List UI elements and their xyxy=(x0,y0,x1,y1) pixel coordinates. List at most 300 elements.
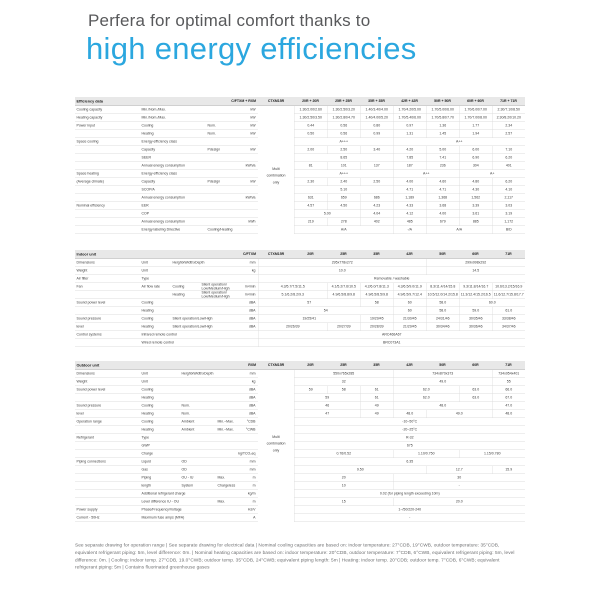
value-cell xyxy=(258,218,294,226)
row-label-c1 xyxy=(75,162,140,170)
value-cell: 278 xyxy=(327,218,360,226)
row-label-c1 xyxy=(75,490,140,498)
table-title: Efficiency data xyxy=(76,99,103,104)
table-row xyxy=(75,466,525,474)
value-cell: 2,117 xyxy=(492,194,525,202)
row-label-c1: Operation range xyxy=(75,418,140,426)
tables-region xyxy=(75,97,525,572)
row-label-c3 xyxy=(171,331,200,339)
value-cell: 58 xyxy=(327,386,360,394)
column-header: 20R xyxy=(307,363,314,368)
table-row xyxy=(75,498,525,506)
value-cell xyxy=(258,154,294,162)
row-unit: kg xyxy=(233,378,258,386)
column-header: 50R xyxy=(439,252,446,256)
column-header: 71R xyxy=(505,363,512,368)
row-label-c3: Ambient xyxy=(180,426,216,434)
row-unit: m xyxy=(233,482,258,490)
value-cell: 6.90 xyxy=(459,154,492,162)
value-cell xyxy=(258,466,294,474)
value-cell xyxy=(258,458,294,466)
row-label-c4 xyxy=(216,466,233,474)
row-label-c3 xyxy=(206,210,233,218)
value-cell: 30/35/46 xyxy=(459,315,492,323)
row-unit: kWh/a xyxy=(233,194,258,202)
value-cell: 4.1/5.2/7.6/10.5 xyxy=(327,283,360,291)
value-cell: 20/26/39 xyxy=(258,323,327,331)
row-label-c3 xyxy=(206,106,233,114)
table-row xyxy=(75,418,525,426)
row-label-c2: Cooling xyxy=(140,402,180,410)
table-row xyxy=(75,283,525,291)
row-label-c4 xyxy=(216,514,233,522)
value-cell: 10.5/12.0/14.2/15.8 xyxy=(426,291,459,299)
column-header-combo: CTXM15R xyxy=(267,363,285,368)
row-unit: dBA xyxy=(233,394,258,402)
row-label-c3: HeightxWidthxDepth xyxy=(171,259,200,267)
row-label-c4 xyxy=(200,275,233,283)
row-label-c3 xyxy=(206,114,233,122)
table-row xyxy=(75,386,525,394)
row-unit xyxy=(233,170,258,178)
row-label-c2: Heating xyxy=(140,410,180,418)
row-label-c1 xyxy=(75,146,140,154)
value-cell: 4.71 xyxy=(393,186,426,194)
value-cell: 219 xyxy=(294,218,327,226)
value-cell: A++ xyxy=(393,170,459,178)
value-cell: 20/27/39 xyxy=(327,323,360,331)
row-unit xyxy=(233,275,258,283)
column-header: 60R + 60R xyxy=(467,99,484,103)
value-cell xyxy=(258,194,294,202)
row-label-c4 xyxy=(200,259,233,267)
spec-table-indoor xyxy=(75,250,525,347)
value-cell: - xyxy=(393,482,525,490)
value-cell: 679 xyxy=(426,218,459,226)
row-unit: kWh xyxy=(233,218,258,226)
value-cell: 1.94 xyxy=(459,130,492,138)
row-unit: dBA xyxy=(233,315,258,323)
row-label-c1: Nominal efficiency xyxy=(75,202,140,210)
row-label-c4 xyxy=(200,267,233,275)
value-cell: 4.3/5.7/7.5/11.5 xyxy=(258,283,327,291)
row-label-c3 xyxy=(180,506,216,514)
row-unit xyxy=(233,339,258,347)
column-header: 42R xyxy=(406,252,413,256)
table-row xyxy=(75,299,525,307)
row-label-c2: Cooling xyxy=(140,122,206,130)
value-cell: ARC466A67 xyxy=(258,331,525,339)
row-label-c2: Infrared remote control xyxy=(140,331,171,339)
row-label-c2: Additional refrigerant charge xyxy=(140,490,180,498)
value-cell: 2.30/7.10/8.50 xyxy=(492,106,525,114)
row-label-c2: Heating xyxy=(140,307,171,315)
column-header: 25R xyxy=(340,363,347,368)
row-label-c4: Min.~Max. xyxy=(216,426,233,434)
value-cell: 0.76/0.52 xyxy=(294,450,393,458)
row-unit: kg xyxy=(233,267,258,275)
value-cell: 47 xyxy=(294,410,360,418)
value-cell: 60 xyxy=(393,307,426,315)
row-unit xyxy=(233,226,258,234)
row-unit: A xyxy=(233,514,258,522)
row-label-c3 xyxy=(180,394,216,402)
value-cell xyxy=(258,370,294,378)
value-cell: 402 xyxy=(360,218,393,226)
row-unit: dBA xyxy=(233,386,258,394)
row-unit: mm xyxy=(233,458,258,466)
value-cell: BRC073A1 xyxy=(258,339,525,347)
model-series-label: RXM xyxy=(248,363,256,368)
column-header: 20R + 20R xyxy=(302,99,319,103)
row-label-c4 xyxy=(216,450,233,458)
column-header-combo: CTXM15R xyxy=(267,99,285,103)
value-cell: 8.3/11.4/14/15.8 xyxy=(426,283,459,291)
column-header: 71R xyxy=(505,252,512,256)
value-cell xyxy=(258,482,294,490)
value-cell: 58.0 xyxy=(426,299,459,307)
value-cell: 15 xyxy=(294,498,393,506)
row-label-c4 xyxy=(200,323,233,331)
row-unit: kg/TCO₂eq xyxy=(233,450,258,458)
row-label-c1 xyxy=(75,194,140,202)
row-label-c3 xyxy=(171,307,200,315)
value-cell: 4.33 xyxy=(393,202,426,210)
row-label-c3 xyxy=(206,162,233,170)
value-cell: 59 xyxy=(294,394,360,402)
table-row xyxy=(75,307,525,315)
row-label-c2: Cooling xyxy=(140,418,180,426)
row-label-c2: Air flow rate xyxy=(140,283,171,291)
table-row xyxy=(75,450,525,458)
value-cell: 60.0 xyxy=(459,299,525,307)
row-label-c2: GWP xyxy=(140,442,180,450)
table-row xyxy=(75,482,525,490)
row-label-c2: Energy efficiency class xyxy=(140,138,206,146)
row-label-c4 xyxy=(200,331,233,339)
value-cell: 49.0 xyxy=(393,378,492,386)
value-cell: 20/28/39 xyxy=(360,323,393,331)
row-label-c3 xyxy=(180,514,216,522)
value-cell: 10.6/13.2/15/16.9 xyxy=(492,283,525,291)
model-series-label: C/FTXM + RXM xyxy=(231,99,256,103)
column-header: 35R xyxy=(373,252,380,256)
row-label-c1: Fan xyxy=(75,283,140,291)
row-label-c3 xyxy=(180,378,216,386)
row-label-c3: Nom. xyxy=(206,122,233,130)
row-label-c3 xyxy=(180,442,216,450)
value-cell: 734x954x401 xyxy=(492,370,525,378)
column-header: 25R xyxy=(340,252,347,256)
table-row xyxy=(75,410,525,418)
row-unit: dBA xyxy=(233,402,258,410)
row-label-c2: Unit xyxy=(140,378,180,386)
row-unit xyxy=(233,331,258,339)
row-label-c1: Air filter xyxy=(75,275,140,283)
row-label-c3 xyxy=(171,275,200,283)
value-cell: 4.71 xyxy=(426,186,459,194)
value-cell: 1.70/5.80/7.70 xyxy=(426,114,459,122)
row-label-c2: Unit xyxy=(140,259,171,267)
value-cell: 4.2/6.0/7.8/11.3 xyxy=(360,283,393,291)
row-label-c1: level xyxy=(75,410,140,418)
row-label-c2: Min./Nom./Max. xyxy=(140,106,206,114)
value-cell: 1,368 xyxy=(426,194,459,202)
row-label-c4 xyxy=(216,506,233,514)
value-cell: 8.65 xyxy=(294,154,393,162)
row-label-c2: Min./Nom./Max. xyxy=(140,114,206,122)
value-cell: 49 xyxy=(360,410,393,418)
value-cell: 48.0 xyxy=(393,410,426,418)
value-cell: 33/38/46 xyxy=(492,315,525,323)
table-row xyxy=(75,506,525,514)
value-cell: 2.40 xyxy=(327,178,360,186)
value-cell: 2.00 xyxy=(294,146,327,154)
value-cell xyxy=(258,386,294,394)
row-label-c3 xyxy=(206,218,233,226)
row-label-c2: Unit xyxy=(140,370,180,378)
table-row xyxy=(75,130,525,138)
value-cell: 59 xyxy=(294,386,327,394)
value-cell: 686 xyxy=(360,194,393,202)
value-cell: 4.20 xyxy=(393,146,426,154)
row-label-c4 xyxy=(216,402,233,410)
row-label-c1 xyxy=(75,291,140,299)
table-row xyxy=(75,138,525,146)
value-cell: 2.57 xyxy=(492,130,525,138)
value-cell: 485 xyxy=(393,218,426,226)
table-row xyxy=(75,426,525,434)
row-label-c3: Silent operation/Low/High xyxy=(171,323,200,331)
table-row xyxy=(75,323,525,331)
value-cell: 7.85 xyxy=(393,154,426,162)
row-label-c2: Energy efficiency class xyxy=(140,170,206,178)
value-cell xyxy=(258,202,294,210)
row-label-c2: Heating xyxy=(140,130,206,138)
table-row xyxy=(75,442,525,450)
value-cell: 4.60 xyxy=(426,178,459,186)
model-series-label: C/FTXM xyxy=(242,252,256,256)
value-cell: 1.40/3.40/4.00 xyxy=(360,106,393,114)
value-cell: 1.15/0.780 xyxy=(459,450,525,458)
row-label-c3 xyxy=(206,138,233,146)
value-cell: 4.00 xyxy=(393,178,426,186)
row-label-c3: Ambient xyxy=(180,418,216,426)
value-cell: 30/34/46 xyxy=(426,323,459,331)
row-label-c3: Nom. xyxy=(206,130,233,138)
value-cell: 3.40 xyxy=(360,146,393,154)
column-header: 50R xyxy=(439,363,446,368)
multi-combination-note: Multi combination only xyxy=(266,435,286,453)
value-cell: 2.50 xyxy=(360,178,393,186)
value-cell: 7.41 xyxy=(426,154,459,162)
row-label-c1 xyxy=(75,226,140,234)
row-label-c4 xyxy=(200,299,233,307)
row-label-c1: Control systems xyxy=(75,331,140,339)
row-label-c3: Cooling/Heating xyxy=(206,226,233,234)
row-label-c1: Dimensions xyxy=(75,370,140,378)
row-unit: mm xyxy=(233,370,258,378)
value-cell: 5.1/6.2/8.2/9.3 xyxy=(258,291,327,299)
value-cell: 67.0 xyxy=(492,394,525,402)
value-cell: 63.0 xyxy=(459,386,492,394)
value-cell: 236 xyxy=(426,162,459,170)
row-label-c1: Sound pressure xyxy=(75,315,140,323)
value-cell: 54 xyxy=(258,307,393,315)
row-label-c1: Power supply xyxy=(75,506,140,514)
row-label-c1 xyxy=(75,339,140,347)
table-row xyxy=(75,458,525,466)
row-label-c4 xyxy=(200,307,233,315)
value-cell: 3.19 xyxy=(492,210,525,218)
row-label-c1: Space cooling xyxy=(75,138,140,146)
row-label-c3 xyxy=(206,194,233,202)
row-unit: dBA xyxy=(233,323,258,331)
value-cell: 15.9 xyxy=(492,466,525,474)
value-cell: 1.36 xyxy=(426,122,459,130)
row-unit: m³/min xyxy=(233,283,258,291)
table-row xyxy=(75,474,525,482)
row-label-c2: Heating xyxy=(140,394,180,402)
row-label-c2: Maximum fuse amps (MFA) xyxy=(140,514,180,522)
row-unit: kg/m xyxy=(233,490,258,498)
value-cell: 2.50 xyxy=(327,146,360,154)
value-cell: 1~/50/220-240 xyxy=(294,506,525,514)
value-cell: 49.0 xyxy=(426,410,492,418)
row-label-c4: Silent operation/ Low/Medium/High xyxy=(200,283,233,291)
row-label-c3 xyxy=(171,299,200,307)
value-cell: 5.00 xyxy=(426,146,459,154)
row-unit xyxy=(233,202,258,210)
row-label-c3: Nom. xyxy=(180,402,216,410)
table-header-left xyxy=(75,99,258,104)
value-cell: 14.5 xyxy=(426,267,525,275)
value-cell xyxy=(258,490,294,498)
row-label-c1: Power input xyxy=(75,122,140,130)
table-row xyxy=(75,122,525,130)
row-label-c3 xyxy=(171,339,200,347)
row-unit xyxy=(233,186,258,194)
row-label-c3 xyxy=(180,434,216,442)
value-cell: 10 xyxy=(294,482,393,490)
value-cell: 631 xyxy=(294,194,327,202)
value-cell: 62.0 xyxy=(393,394,459,402)
row-label-c1: Space heating xyxy=(75,170,140,178)
value-cell xyxy=(258,418,294,426)
row-label-c4: Chargeless xyxy=(216,482,233,490)
row-label-c1 xyxy=(75,498,140,506)
row-unit: kW xyxy=(233,146,258,154)
value-cell: 11.3/12.4/15.2/16.5 xyxy=(459,291,492,299)
row-unit: °CWB xyxy=(233,426,258,434)
value-cell: 0.44 xyxy=(294,122,327,130)
table-title: Indoor unit xyxy=(76,252,97,257)
value-cell: 19/29/45 xyxy=(360,315,393,323)
value-cell: 66.0 xyxy=(492,386,525,394)
value-cell: -10~50°C xyxy=(294,418,525,426)
row-label-c4: Max. xyxy=(216,474,233,482)
value-cell: 304 xyxy=(459,162,492,170)
row-label-c3 xyxy=(206,154,233,162)
row-label-c2: Annual energy consumption xyxy=(140,162,206,170)
row-label-c1: Current - 50Hz xyxy=(75,514,140,522)
value-cell: 61 xyxy=(360,386,393,394)
value-cell: 1.30/2.50/3.50 xyxy=(294,114,327,122)
row-label-c4: Max. xyxy=(216,498,233,506)
table-row xyxy=(75,339,525,347)
table-row xyxy=(75,114,525,122)
table-row xyxy=(75,146,525,154)
value-cell: 61.0 xyxy=(492,307,525,315)
row-label-c3 xyxy=(180,498,216,506)
value-cell: 4.3/6.5/9.0/11.9 xyxy=(393,283,426,291)
row-unit: mm xyxy=(233,466,258,474)
value-cell: 55 xyxy=(492,378,525,386)
row-unit: kW xyxy=(233,130,258,138)
table-row xyxy=(75,194,525,202)
value-cell: 20.0 xyxy=(393,498,525,506)
value-cell: 21/30/45 xyxy=(393,315,426,323)
value-cell: 9.50 xyxy=(294,466,426,474)
row-label-c2: Energy labeling Directive xyxy=(140,226,206,234)
row-unit: °CDB xyxy=(233,418,258,426)
row-label-c2: Cooling xyxy=(140,299,171,307)
value-cell: 1.45 xyxy=(426,130,459,138)
value-cell xyxy=(258,122,294,130)
value-cell: 1.70/5.40/6.00 xyxy=(393,114,426,122)
row-label-c2: length xyxy=(140,482,180,490)
row-unit xyxy=(233,210,258,218)
value-cell: 1.70/5.00/6.00 xyxy=(426,106,459,114)
value-cell xyxy=(258,186,294,194)
row-label-c3: Silent operation/Low/High xyxy=(171,315,200,323)
value-cell: 1.70/7.00/8.00 xyxy=(459,114,492,122)
row-label-c1: Sound pressure xyxy=(75,402,140,410)
table-row xyxy=(75,378,525,386)
table-row xyxy=(75,162,525,170)
value-cell: 101 xyxy=(327,162,360,170)
row-label-c1: (Average climate) xyxy=(75,178,140,186)
value-cell: 1.30/2.50/3.20 xyxy=(327,106,360,114)
value-cell: 58 xyxy=(360,299,393,307)
row-label-c1 xyxy=(75,442,140,450)
row-label-c4: Silent operation/ Low/Medium/High xyxy=(200,291,233,299)
value-cell xyxy=(258,506,294,514)
value-cell: 1,562 xyxy=(459,194,492,202)
value-cell: 5.10 xyxy=(294,186,393,194)
value-cell: B/D xyxy=(492,226,525,234)
value-cell: 885 xyxy=(459,218,492,226)
table-title: Outdoor unit xyxy=(76,363,100,368)
value-cell xyxy=(258,146,294,154)
value-cell: 1.70/4.20/5.00 xyxy=(393,106,426,114)
column-header: 42R xyxy=(406,363,413,368)
row-label-c2: Wired remote control xyxy=(140,339,171,347)
table-row xyxy=(75,226,525,234)
value-cell: 659 xyxy=(327,194,360,202)
row-label-c1: Refrigerant xyxy=(75,434,140,442)
value-cell: 4.10 xyxy=(492,186,525,194)
row-label-c2 xyxy=(140,291,171,299)
row-label-c2: SCOP/A xyxy=(140,186,206,194)
column-header: 60R xyxy=(472,363,479,368)
row-label-c3: OU - IU xyxy=(180,474,216,482)
row-label-c1: Dimensions xyxy=(75,259,140,267)
row-label-c3: Pdesign xyxy=(206,146,233,154)
value-cell: 4.04 xyxy=(360,210,393,218)
row-label-c3: Pdesign xyxy=(206,178,233,186)
value-cell: 0.80 xyxy=(360,122,393,130)
